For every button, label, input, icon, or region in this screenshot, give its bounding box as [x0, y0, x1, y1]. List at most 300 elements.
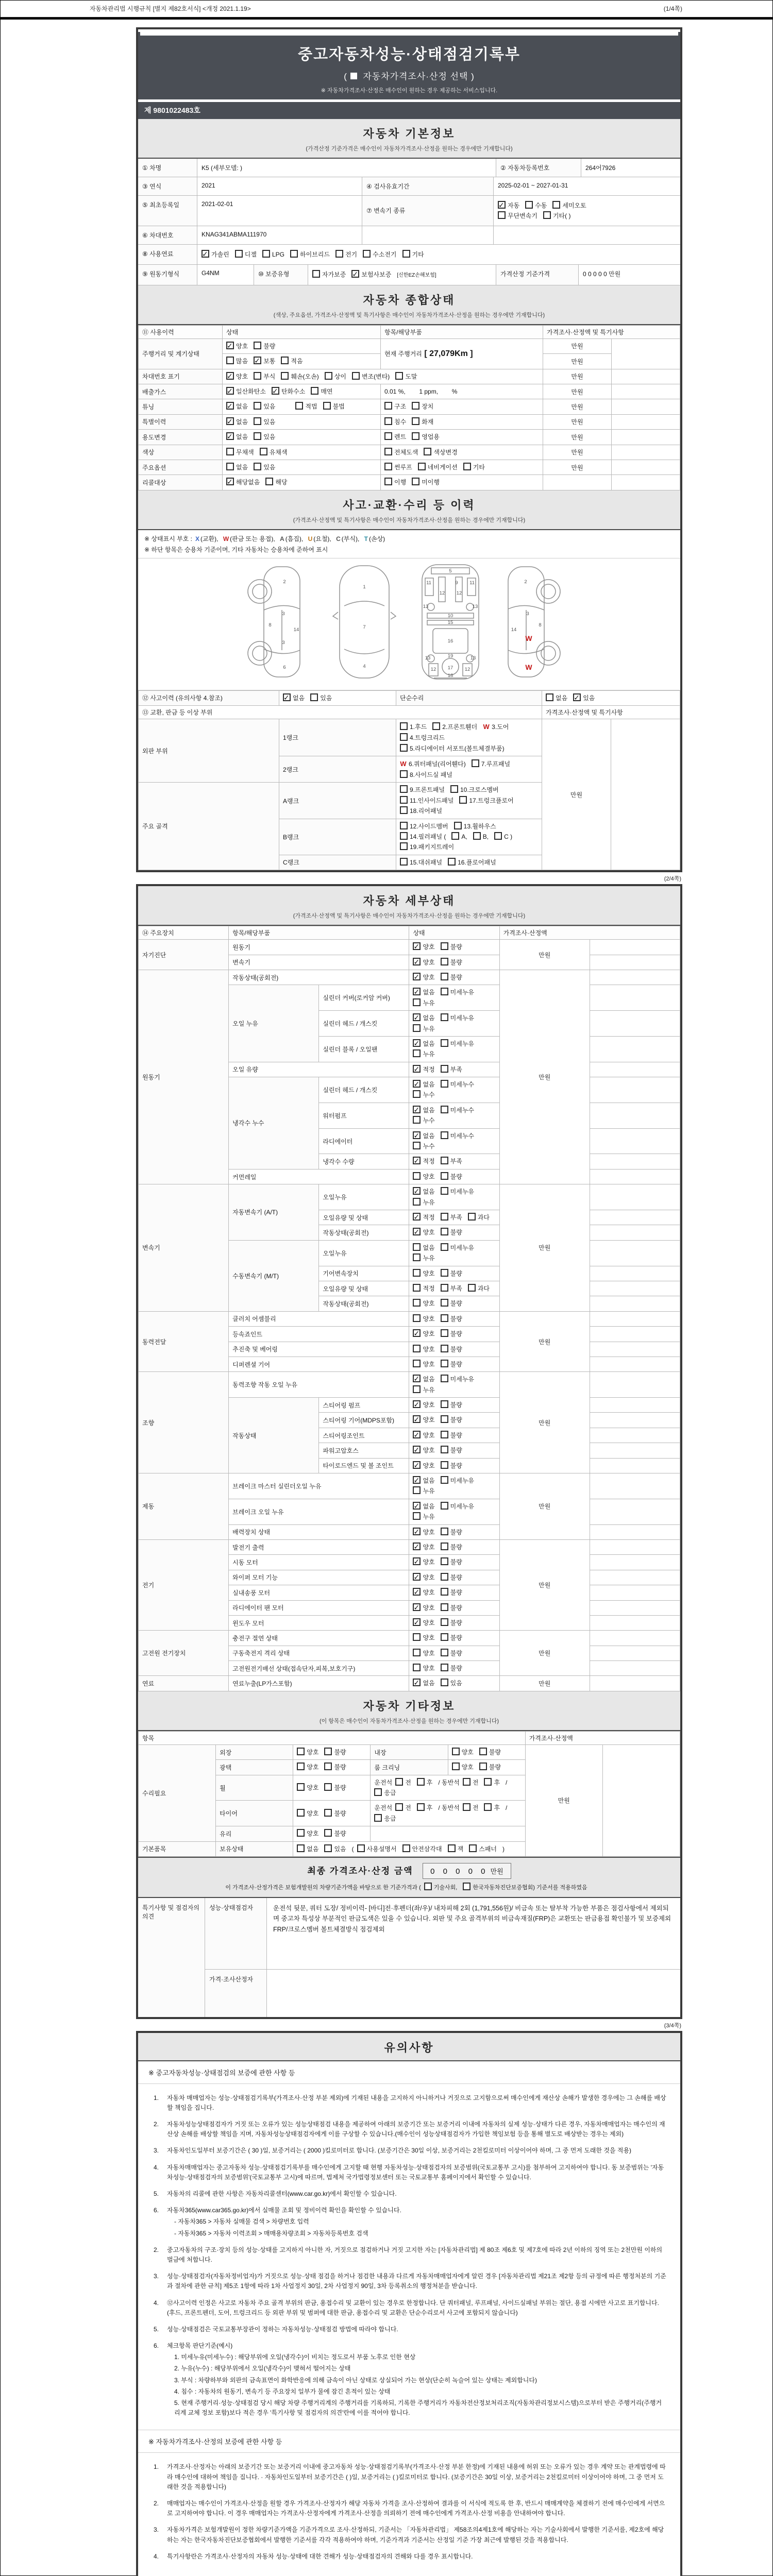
item-cell: 작동상태(공회전)	[319, 1225, 409, 1240]
checkbox-unchecked-icon	[441, 1106, 448, 1113]
checkbox-option	[451, 832, 467, 842]
option-label: B,	[482, 833, 489, 840]
option-label: 있음	[263, 463, 276, 471]
option-label: 양호	[461, 1748, 474, 1756]
panel-number: 3	[282, 639, 285, 646]
option-label: 8.사이드실 패널	[410, 771, 452, 779]
checkbox-checked-icon	[498, 201, 506, 209]
row-label: 색상	[139, 445, 223, 460]
option-label: 없음	[423, 1502, 435, 1510]
device-group-label: 제동	[139, 1473, 229, 1540]
checkbox-unchecked-icon	[323, 402, 331, 410]
checkbox-unchecked-icon	[226, 463, 234, 470]
symbol-letter: T	[364, 535, 368, 543]
checkbox-unchecked-icon	[297, 1829, 305, 1837]
item-cell	[381, 445, 543, 460]
checkbox-option	[484, 1803, 500, 1813]
checkbox-unchecked-icon	[254, 402, 261, 410]
checkbox-unchecked-icon	[413, 1345, 421, 1352]
checkbox-option	[413, 1212, 434, 1223]
checkbox-unchecked-icon	[441, 1013, 448, 1021]
notice-item	[154, 2245, 667, 2265]
checkbox-option	[384, 401, 406, 412]
panel-number: 8	[268, 622, 272, 628]
checkbox-option	[226, 462, 248, 472]
checkbox-unchecked-icon	[412, 432, 419, 440]
checkbox-option	[412, 477, 440, 487]
checkbox-unchecked-icon	[441, 1080, 448, 1088]
document-header	[138, 32, 680, 99]
option-label: 불량	[450, 1229, 462, 1236]
checkbox-checked-icon	[413, 1528, 421, 1535]
option-label: 후	[494, 1778, 500, 1786]
option-label: 불량	[450, 1634, 462, 1642]
notice-block2-list	[138, 2453, 680, 2573]
final-price-digits: 0 0 0 0 0	[430, 1867, 489, 1876]
price-cell: 만원	[543, 369, 612, 384]
option-label: 불량	[450, 1447, 462, 1454]
checkbox-option	[413, 1385, 434, 1395]
checkbox-unchecked-icon	[324, 1762, 332, 1770]
checkbox-unchecked-icon	[335, 250, 343, 258]
checkbox-unchecked-icon	[494, 832, 502, 840]
checkbox-unchecked-icon	[413, 1142, 421, 1149]
item-cell: 오일유량 및 상태	[319, 1281, 409, 1296]
option-text: (	[351, 1845, 354, 1853]
option-label: 미세누유	[450, 1376, 475, 1383]
checkbox-unchecked-icon	[384, 417, 392, 425]
rank-label: 1랭크	[279, 719, 396, 756]
checkbox-unchecked-icon	[265, 478, 273, 485]
checkbox-option	[441, 1227, 462, 1238]
checkbox-unchecked-icon	[441, 1329, 448, 1337]
checkbox-option	[441, 1648, 462, 1658]
option-label: 해당없음	[236, 479, 260, 486]
option-label: 네비게이션	[427, 463, 458, 471]
checkbox-option	[260, 447, 288, 457]
sub-group-label: 자동변속기 (A/T)	[229, 1184, 319, 1241]
item-cell: 실린더 헤드 / 개스킷	[319, 1011, 409, 1037]
option-label: 없음	[423, 1014, 435, 1022]
opinion-text: 운전석 뒷문, 쿼터 도장/ 정비이력- [바디]전·후펜더(좌/우)/ 내차피해 2회 (1,791,556원)/ 비금속 또는 탈부착 가능한 부품은 점검사항에서 제외되며 중고차 특성상 부분적인 판금도색은 있을 수 있습니다. 외판 및 주요 골격부위의 비금속재질(FRP)은 교환또는 판금용접 확인불가 및 보증제외 FRP/크로스멤버 볼트체결방식 점검제외	[273, 1904, 671, 1933]
opinion-text	[267, 1970, 680, 2017]
note-cell	[590, 1661, 680, 1676]
note-cell	[590, 1398, 680, 1413]
checkbox-option	[400, 758, 466, 770]
state-cell	[293, 1744, 371, 1759]
option-label: 미세누유	[450, 1244, 475, 1251]
checkbox-option	[400, 795, 453, 806]
state-cell	[409, 970, 499, 985]
checkbox-option	[262, 249, 284, 260]
checkbox-option	[281, 356, 303, 366]
checkbox-unchecked-icon	[413, 1284, 421, 1292]
note-cell	[612, 399, 680, 414]
checkbox-unchecked-icon	[441, 988, 448, 995]
option-label: 전기	[345, 251, 358, 258]
checkbox-option	[441, 1268, 462, 1279]
checkbox-unchecked-icon	[463, 1778, 470, 1786]
option-label: 디젤	[244, 251, 257, 258]
checkbox-option	[441, 1105, 474, 1115]
notice-item	[154, 2552, 667, 2562]
rank-item-line	[400, 721, 538, 743]
price-cell: 만원	[543, 430, 612, 445]
checkbox-option	[384, 417, 406, 427]
checkbox-unchecked-icon	[441, 1528, 448, 1535]
symbol-desc: (교환),	[200, 535, 220, 543]
option-label: 보험사보증	[361, 271, 392, 279]
checkbox-option	[395, 371, 417, 382]
table-row	[138, 196, 680, 226]
option-label: 불량	[334, 1830, 346, 1838]
checkbox-option	[402, 249, 424, 260]
checkbox-checked-icon	[226, 432, 234, 440]
notice-sub-item: 1. 미세누유(미세누수) : 해당부위에 오일(냉각수)이 비치는 정도로서 부품 노후로 인한 현상	[174, 2353, 416, 2361]
note-cell	[590, 1036, 680, 1062]
checkbox-option	[412, 417, 433, 427]
option-label: 부족	[450, 1065, 462, 1073]
checkbox-unchecked-icon	[412, 417, 419, 425]
price-cell: 만원	[499, 1311, 590, 1372]
state-cell	[409, 1062, 499, 1077]
note-cell	[590, 1281, 680, 1296]
rank-items	[396, 719, 542, 756]
note-cell	[590, 1413, 680, 1428]
option-label: 누유	[423, 1513, 435, 1521]
option-label: 부족	[450, 1158, 462, 1165]
state-cell	[223, 338, 381, 353]
option-label: 불량	[450, 1300, 462, 1308]
checkbox-unchecked-icon	[441, 1679, 448, 1686]
checkbox-checked-icon	[413, 1400, 421, 1408]
base-price-value: 0 0 0 0 0 만원	[583, 270, 621, 278]
option-label: 침수	[394, 418, 407, 426]
field-label: ⑤ 최초등록일	[138, 196, 197, 226]
option-label: 후	[426, 1778, 433, 1786]
checkbox-unchecked-icon	[260, 448, 267, 455]
checkbox-option	[265, 477, 287, 487]
checkbox-option	[226, 432, 248, 442]
checkbox-option	[254, 432, 275, 442]
checkbox-option	[283, 693, 305, 703]
option-label: 적정	[423, 1065, 435, 1073]
checkbox-unchecked-icon	[452, 1762, 460, 1770]
device-group-label: 자기진단	[139, 940, 229, 970]
panel-number: 10	[447, 613, 453, 619]
option-label: 탄화수소	[281, 387, 306, 395]
field-label: ⑥ 차대번호	[138, 226, 197, 244]
etc-band	[138, 1691, 680, 1731]
checkbox-option	[441, 1415, 462, 1425]
option-label: 양호	[307, 1784, 319, 1791]
checkbox-unchecked-icon	[226, 448, 234, 455]
notice-item-text: 성능·상태점검은 국토교통부장관이 정하는 자동차성능·상태점검 방법에 따라야 합니다.	[167, 2325, 398, 2333]
opinion-rows	[205, 1898, 680, 2017]
price-cell: 만원	[499, 1539, 590, 1630]
panel-number: 4	[363, 663, 366, 669]
note-cell	[590, 1631, 680, 1646]
note-cell	[590, 1443, 680, 1458]
checkbox-option	[441, 1476, 474, 1486]
checkbox-option	[413, 987, 434, 997]
row-label: 리콜대상	[139, 475, 223, 490]
basic-items-label: 기본품목	[139, 1841, 216, 1856]
option-label: 불량	[450, 1619, 462, 1626]
checkbox-option	[226, 341, 248, 351]
option-label: 양호	[236, 372, 248, 380]
item-cell: 작동상태(공회전)	[229, 970, 409, 985]
option-label: 없음	[423, 1244, 435, 1251]
item-cell: 냉각수 수량	[319, 1154, 409, 1169]
notice-item-text: 중고자동차의 구조·장치 등의 성능·상태를 고지하지 아니한 자, 거짓으로 점검하거나 거짓 고지한 자는 [자동차관리법] 제 80조 제6호 및 제7호에 따라 2년 이하의 징역 또는 2천만원 이하의 벌금에 처합니다.	[167, 2246, 663, 2263]
checkbox-checked-icon	[413, 1603, 421, 1611]
option-label: 양호	[423, 1634, 435, 1642]
note-cell	[590, 1184, 680, 1210]
note-cell	[590, 985, 680, 1011]
checkbox-option	[441, 1527, 462, 1537]
note-cell	[590, 1585, 680, 1600]
inspector-opinion	[138, 1897, 680, 2017]
option-label: 불량	[450, 1543, 462, 1551]
checkbox-option	[297, 1747, 318, 1757]
checkbox-unchecked-icon	[413, 1385, 421, 1393]
checkbox-unchecked-icon	[451, 832, 459, 840]
checkbox-unchecked-icon	[374, 1814, 382, 1822]
state-cell	[223, 475, 381, 490]
checkbox-option	[441, 957, 462, 968]
notice-item	[154, 2146, 667, 2156]
panel-number: 6	[283, 664, 286, 670]
option-label: 안전삼각대	[412, 1845, 442, 1853]
item-cell: 오일유량 및 상태	[319, 1210, 409, 1225]
table-header-row	[139, 325, 680, 338]
checkbox-option	[335, 249, 357, 260]
option-label: 불량	[450, 943, 462, 951]
option-label: 보통	[263, 358, 276, 365]
table-row	[138, 245, 680, 265]
notice-item-number: 2.	[154, 2121, 159, 2128]
checkbox-option	[441, 987, 474, 997]
option-label: 양호	[461, 1764, 474, 1771]
condition-symbol-legend	[138, 530, 680, 544]
checkbox-unchecked-icon	[441, 1664, 448, 1671]
item-cell	[381, 338, 543, 369]
state-cell	[409, 940, 499, 955]
checkbox-option	[324, 1762, 346, 1772]
checkbox-option	[413, 1542, 434, 1552]
checkbox-unchecked-icon	[311, 387, 318, 395]
panel-number: 17	[447, 665, 453, 671]
checkbox-checked-icon	[226, 387, 234, 395]
document-sheet	[136, 27, 682, 2576]
panel-number: 11	[469, 580, 475, 586]
car-diagram	[138, 558, 680, 690]
option-label: 없음	[423, 1132, 435, 1140]
option-label: 양호	[423, 1416, 435, 1424]
service-note: ※ 자동차가격조사·산정은 매수인이 원하는 경우 제공하는 서비스입니다.	[321, 88, 498, 94]
note-cell	[590, 1342, 680, 1357]
checkbox-checked-icon	[254, 357, 261, 364]
option-label: 많음	[236, 358, 248, 365]
overall-subtitle: (색상, 주요옵션, 가격조사·산정액 및 특기사항은 매수인이 자동차가격조사·산정을 원하는 경우에만 기재합니다)	[273, 312, 545, 318]
checkbox-option	[226, 371, 248, 382]
checkbox-unchecked-icon	[413, 1198, 421, 1206]
checkbox-option	[324, 1783, 346, 1793]
checkbox-unchecked-icon	[441, 1649, 448, 1656]
state-cell	[448, 1760, 525, 1775]
checkbox-option	[441, 1430, 462, 1440]
rank-item-line	[400, 806, 538, 816]
checkbox-checked-icon	[413, 1679, 421, 1686]
checkbox-option	[463, 1803, 479, 1813]
checkbox-checked-icon	[413, 1106, 421, 1113]
column-header: ⑭ 주요장치	[139, 926, 229, 940]
checkbox-checked-icon	[413, 1431, 421, 1438]
checkbox-option	[324, 1844, 346, 1854]
panel-number: 15	[447, 619, 453, 625]
checkbox-option	[400, 770, 452, 780]
item-label: 내장	[371, 1744, 448, 1759]
option-label: 없음	[423, 1081, 435, 1089]
model-year-value: 2021	[197, 177, 362, 195]
item-cell: 오일 유량	[229, 1062, 409, 1077]
symbol-desc: (요철),	[313, 535, 333, 543]
row-label: 특별이력	[139, 414, 223, 429]
checkbox-option	[441, 1633, 462, 1643]
checkbox-unchecked-icon	[400, 832, 408, 840]
checkbox-unchecked-icon	[441, 1284, 448, 1292]
checkbox-unchecked-icon	[469, 1844, 477, 1852]
notice-item	[154, 2499, 667, 2518]
checkbox-option	[413, 1283, 434, 1294]
checkbox-checked-icon	[413, 988, 421, 995]
option-label: 썬루프	[394, 463, 412, 471]
detail-title: 자동차 세부상태	[363, 894, 456, 908]
checkbox-checked-icon	[413, 1573, 421, 1581]
column-header: 가격조사·산정액 및 특기사항	[543, 325, 680, 338]
table-row	[139, 475, 680, 490]
checkbox-option	[400, 832, 446, 842]
option-label: 불량	[334, 1748, 346, 1756]
option-label: 양호	[423, 1401, 435, 1409]
checkbox-option	[441, 1039, 474, 1049]
option-label: 없음	[236, 433, 248, 441]
checkbox-option	[254, 371, 275, 382]
notice-sub-item: - 자동차365 > 자동차 실매물 검색 > 차량번호 입력	[174, 2218, 309, 2226]
option-label: 기술사회,	[433, 1885, 458, 1891]
checkbox-unchecked-icon	[254, 342, 261, 349]
checkbox-option	[374, 1814, 396, 1824]
checkbox-option	[546, 693, 567, 703]
checkbox-unchecked-icon	[484, 1803, 492, 1811]
field-label: ⑨ 원동기형식	[138, 265, 197, 284]
option-label: 자동	[508, 202, 520, 209]
checkbox-option	[412, 432, 440, 442]
option-label: 없음	[423, 1477, 435, 1485]
note-cell	[612, 430, 680, 445]
option-label: 전	[472, 1778, 479, 1786]
checkbox-option	[201, 249, 229, 260]
checkbox-unchecked-icon	[413, 1664, 421, 1671]
simple-repair-label: 단순수리	[396, 690, 542, 705]
table-row	[139, 445, 680, 460]
notice-item-number: 4.	[154, 2299, 159, 2307]
checkbox-unchecked-icon	[395, 1803, 403, 1811]
state-cell	[409, 1169, 499, 1184]
page-3	[136, 2031, 682, 2576]
option-label: 16.플로어패널	[458, 858, 496, 866]
option-label: 응급	[384, 1789, 396, 1797]
form-reference-text: 자동차관리법 시행규칙 [별지 제82호서식] <개정 2021.1.19>	[90, 5, 251, 12]
checkbox-option	[463, 1883, 587, 1893]
item-cell: 연료누출(LP가스포함)	[229, 1676, 409, 1691]
option-label: 누수	[423, 1091, 435, 1099]
option-label: 없음	[423, 1188, 435, 1196]
note-cell	[590, 1103, 680, 1128]
checkbox-option	[400, 842, 454, 852]
checkbox-unchecked-icon	[384, 463, 392, 470]
option-label: 미세누유	[450, 1014, 475, 1022]
checkbox-unchecked-icon	[281, 372, 289, 380]
option-label: 양호	[423, 1649, 435, 1657]
option-label: 미세누수	[450, 1106, 475, 1114]
checkbox-option	[413, 1415, 434, 1425]
notice-item-text: 자동차365(www.car365.go.kr)에서 실매물 조회 및 정비이력 확인을 확인할 수 있습니다. - 자동차365 > 자동차 실매물 검색 > 차량번호 입력 - 자동차365 > 자동차 이력조회 > 매매용차량조회 > 자동차등록번호 검색	[167, 2206, 667, 2239]
table-row	[139, 970, 680, 985]
checkbox-unchecked-icon	[400, 785, 408, 793]
checkbox-unchecked-icon	[384, 478, 392, 485]
checkbox-checked-icon	[413, 1588, 421, 1596]
accident-subtitle: (가격조사·산정액 및 특기사항은 매수인이 자동차가격조사·산정을 원하는 경우에만 기재합니다)	[293, 517, 526, 523]
option-label: 미세누유	[450, 1188, 475, 1196]
checkbox-unchecked-icon	[484, 1778, 492, 1786]
checkbox-option	[226, 386, 266, 397]
note-cell	[612, 384, 680, 399]
opinion-author: 가격·조사산정자	[205, 1970, 267, 2017]
note-cell	[590, 1077, 680, 1103]
extra-cell	[371, 1801, 525, 1826]
row-label: 차대번호 표기	[139, 369, 223, 384]
item-cell: 클러치 어셈블리	[229, 1311, 409, 1326]
checkbox-unchecked-icon	[463, 1883, 470, 1890]
option-label: 영업용	[422, 433, 440, 441]
accident-table	[138, 690, 680, 870]
hold-state-label: 보유상태	[216, 1841, 293, 1856]
checkbox-option	[498, 200, 519, 211]
panel-number: 13	[472, 603, 478, 609]
checkbox-option	[363, 249, 396, 260]
checkbox-checked-icon	[226, 342, 234, 349]
checkbox-unchecked-icon	[525, 201, 533, 209]
checkbox-unchecked-icon	[413, 1269, 421, 1277]
sub-group-label: 작동상태	[229, 1398, 319, 1473]
price-cell: 만원	[543, 399, 612, 414]
overall-band	[138, 285, 680, 325]
checkbox-option	[413, 1430, 434, 1440]
option-label: 색상변경	[433, 448, 458, 456]
table-row	[139, 430, 680, 445]
checkbox-option	[441, 1542, 462, 1552]
table-row	[138, 265, 680, 285]
option-label: 과다	[477, 1284, 490, 1292]
checkbox-option	[413, 1461, 434, 1471]
checkbox-unchecked-icon	[400, 722, 408, 730]
checkbox-unchecked-icon	[441, 1243, 448, 1251]
state-cell	[293, 1801, 371, 1826]
checkbox-option	[226, 477, 260, 487]
notice-item-number: 6.	[154, 2207, 159, 2214]
